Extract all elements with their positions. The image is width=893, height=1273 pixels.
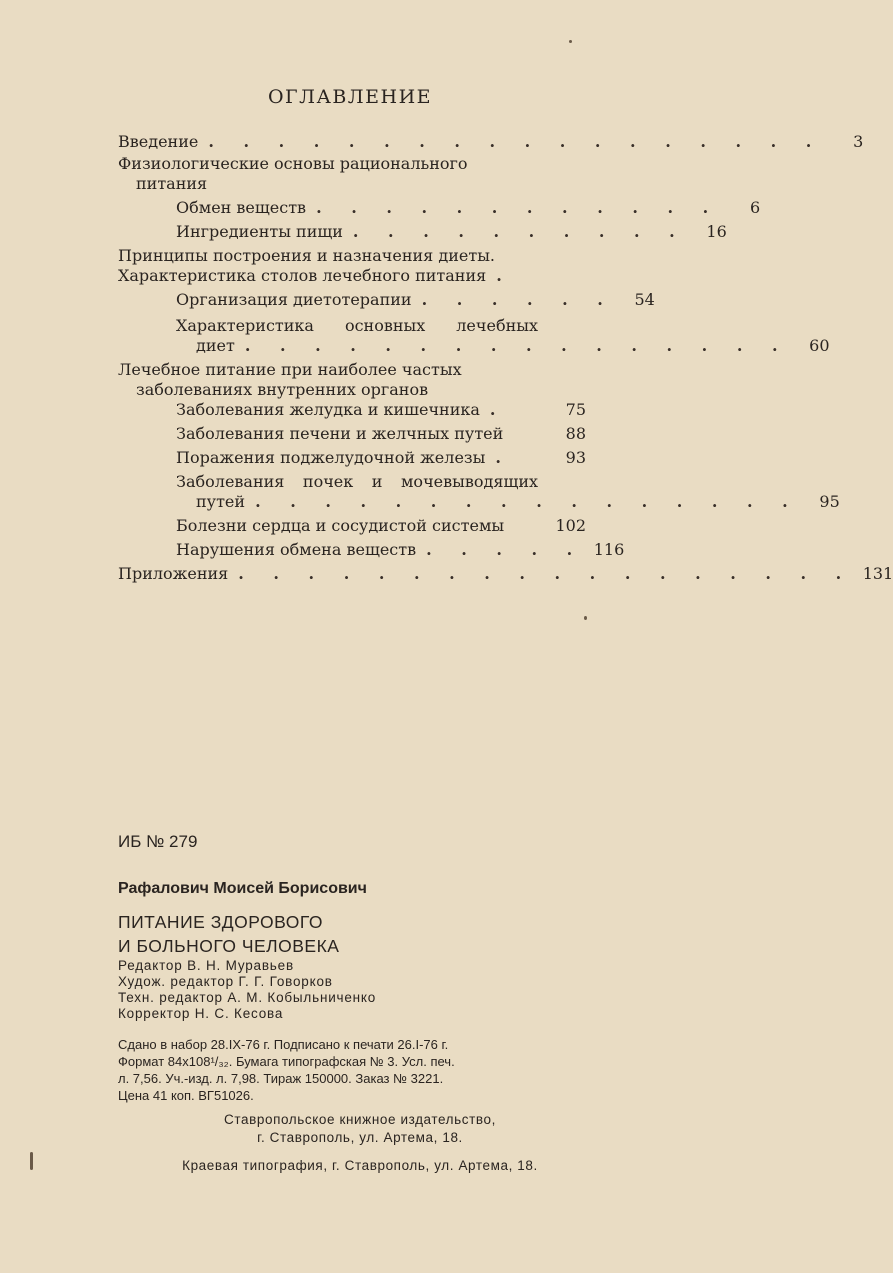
toc-entry — [176, 538, 625, 562]
toc-entry — [176, 220, 727, 244]
print-details-line: Сдано в набор 28.IX-76 г. Подписано к печати 26.I-76 г. — [118, 1037, 449, 1052]
toc-page-number: 6 — [750, 198, 761, 217]
tech-editor-credit: Техн. редактор А. М. Кобыльниченко — [118, 990, 377, 1005]
toc-leader-dots: . . . . . . . . . . . . . . . . . . — [238, 564, 854, 583]
toc-page-number: 102 — [555, 516, 586, 535]
toc-page-number: 88 — [565, 424, 586, 443]
toc-page-number: 95 — [819, 492, 840, 511]
art-editor-credit: Худож. редактор Г. Г. Говорков — [118, 974, 333, 989]
toc-leader-dots: . . . . . . . . . . . . — [316, 198, 721, 217]
print-details-line: л. 7,56. Уч.-изд. л. 7,98. Тираж 150000. Заказ № 3221. — [118, 1071, 444, 1086]
toc-entry — [118, 264, 586, 288]
author-name: Рафалович Моисей Борисович — [118, 880, 367, 897]
toc-leader-dots: . . . . . . . . . . . . . . . . — [255, 492, 800, 511]
toc-entry-text: Характеристика столов лечебного питания — [118, 266, 487, 285]
paper-speck — [569, 40, 572, 43]
toc-entry-text: Заболевания почек и мочевыводящих — [176, 472, 538, 491]
toc-leader-dots: . . . . . . . . . . . . . . . . — [244, 336, 790, 355]
toc-entry-text: Заболевания печени и желчных путей — [176, 424, 504, 443]
toc-leader-dots: . . . . . . — [421, 290, 615, 309]
toc-page-number: 54 — [634, 290, 655, 309]
printer-line: Краевая типография, г. Ставрополь, ул. Артема, 18. — [182, 1158, 538, 1173]
toc-entry — [118, 562, 893, 586]
toc-entry — [176, 398, 586, 422]
toc-leader-dots: . . . . . . . . . . — [352, 222, 687, 241]
corrector-credit: Корректор Н. С. Кесова — [118, 1006, 284, 1021]
toc-entry — [118, 130, 864, 154]
toc-entry-text: Поражения поджелудочной железы — [176, 448, 486, 467]
toc-entry-text: Характеристика основных лечебных — [176, 316, 538, 335]
editor-credit: Редактор В. Н. Муравьев — [118, 958, 294, 973]
ib-number: ИБ № 279 — [118, 832, 198, 851]
toc-leader-dots: . — [489, 400, 508, 419]
toc-entry-text: путей — [196, 492, 246, 511]
toc-entry-text: Организация диетотерапии — [176, 290, 412, 309]
print-details-line: Цена 41 коп. ВГ51026. — [118, 1088, 254, 1103]
toc-entry-text: Приложения — [118, 564, 229, 583]
publisher-line: Ставропольское книжное издательство, — [224, 1112, 496, 1127]
toc-entry-text: Принципы построения и назначения диеты. — [118, 246, 496, 265]
toc-page-number: 131 — [862, 564, 893, 583]
toc-entry-text: Обмен веществ — [176, 198, 307, 217]
toc-page-number: 75 — [565, 400, 586, 419]
toc-leader-dots: . . . . . . . . . . . . . . . . . . — [208, 132, 824, 151]
paper-speck — [584, 616, 587, 620]
toc-entry-continuation — [196, 334, 830, 358]
toc-entry-text: Нарушения обмена веществ — [176, 540, 417, 559]
toc-entry-continuation — [136, 172, 604, 196]
toc-page-number: 93 — [565, 448, 586, 467]
book-title-line: И БОЛЬНОГО ЧЕЛОВЕКА — [118, 936, 340, 956]
toc-leader-dots: . . . . . — [426, 540, 585, 559]
toc-entry-text: Физиологические основы рационального — [118, 154, 468, 173]
toc-title: ОГЛАВЛЕНИЕ — [267, 86, 433, 108]
toc-entry-text: диет — [196, 336, 235, 355]
toc-entry-text: Введение — [118, 132, 199, 151]
toc-leader-dots: . — [495, 448, 513, 467]
toc-entry-text: Заболевания желудка и кишечника — [176, 400, 480, 419]
publisher-address: г. Ставрополь, ул. Артема, 18. — [257, 1130, 463, 1145]
toc-page-number: 3 — [853, 132, 864, 151]
toc-entry — [176, 514, 586, 538]
toc-page-number: 16 — [706, 222, 727, 241]
toc-page-number: 116 — [593, 540, 625, 559]
toc-entry-text: питания — [136, 174, 208, 193]
toc-entry-text: заболеваниях внутренних органов — [136, 380, 429, 399]
toc-entry — [176, 446, 586, 470]
print-details-line: Формат 84х108¹/₃₂. Бумага типографская № 3. Усл. печ. — [118, 1054, 455, 1069]
toc-entry — [176, 196, 761, 220]
toc-page-number: 60 — [809, 336, 830, 355]
toc-leader-dots: . — [496, 266, 514, 285]
toc-entry-text: Лечебное питание при наиболее частых — [118, 360, 462, 379]
toc-entry-continuation — [196, 490, 840, 514]
toc-entry — [176, 288, 655, 312]
toc-entry-text: Ингредиенты пищи — [176, 222, 343, 241]
book-title-line: ПИТАНИЕ ЗДОРОВОГО — [118, 912, 323, 932]
toc-entry-text: Болезни сердца и сосудистой системы — [176, 516, 505, 535]
toc-entry — [176, 422, 586, 446]
paper-speck — [30, 1152, 33, 1170]
